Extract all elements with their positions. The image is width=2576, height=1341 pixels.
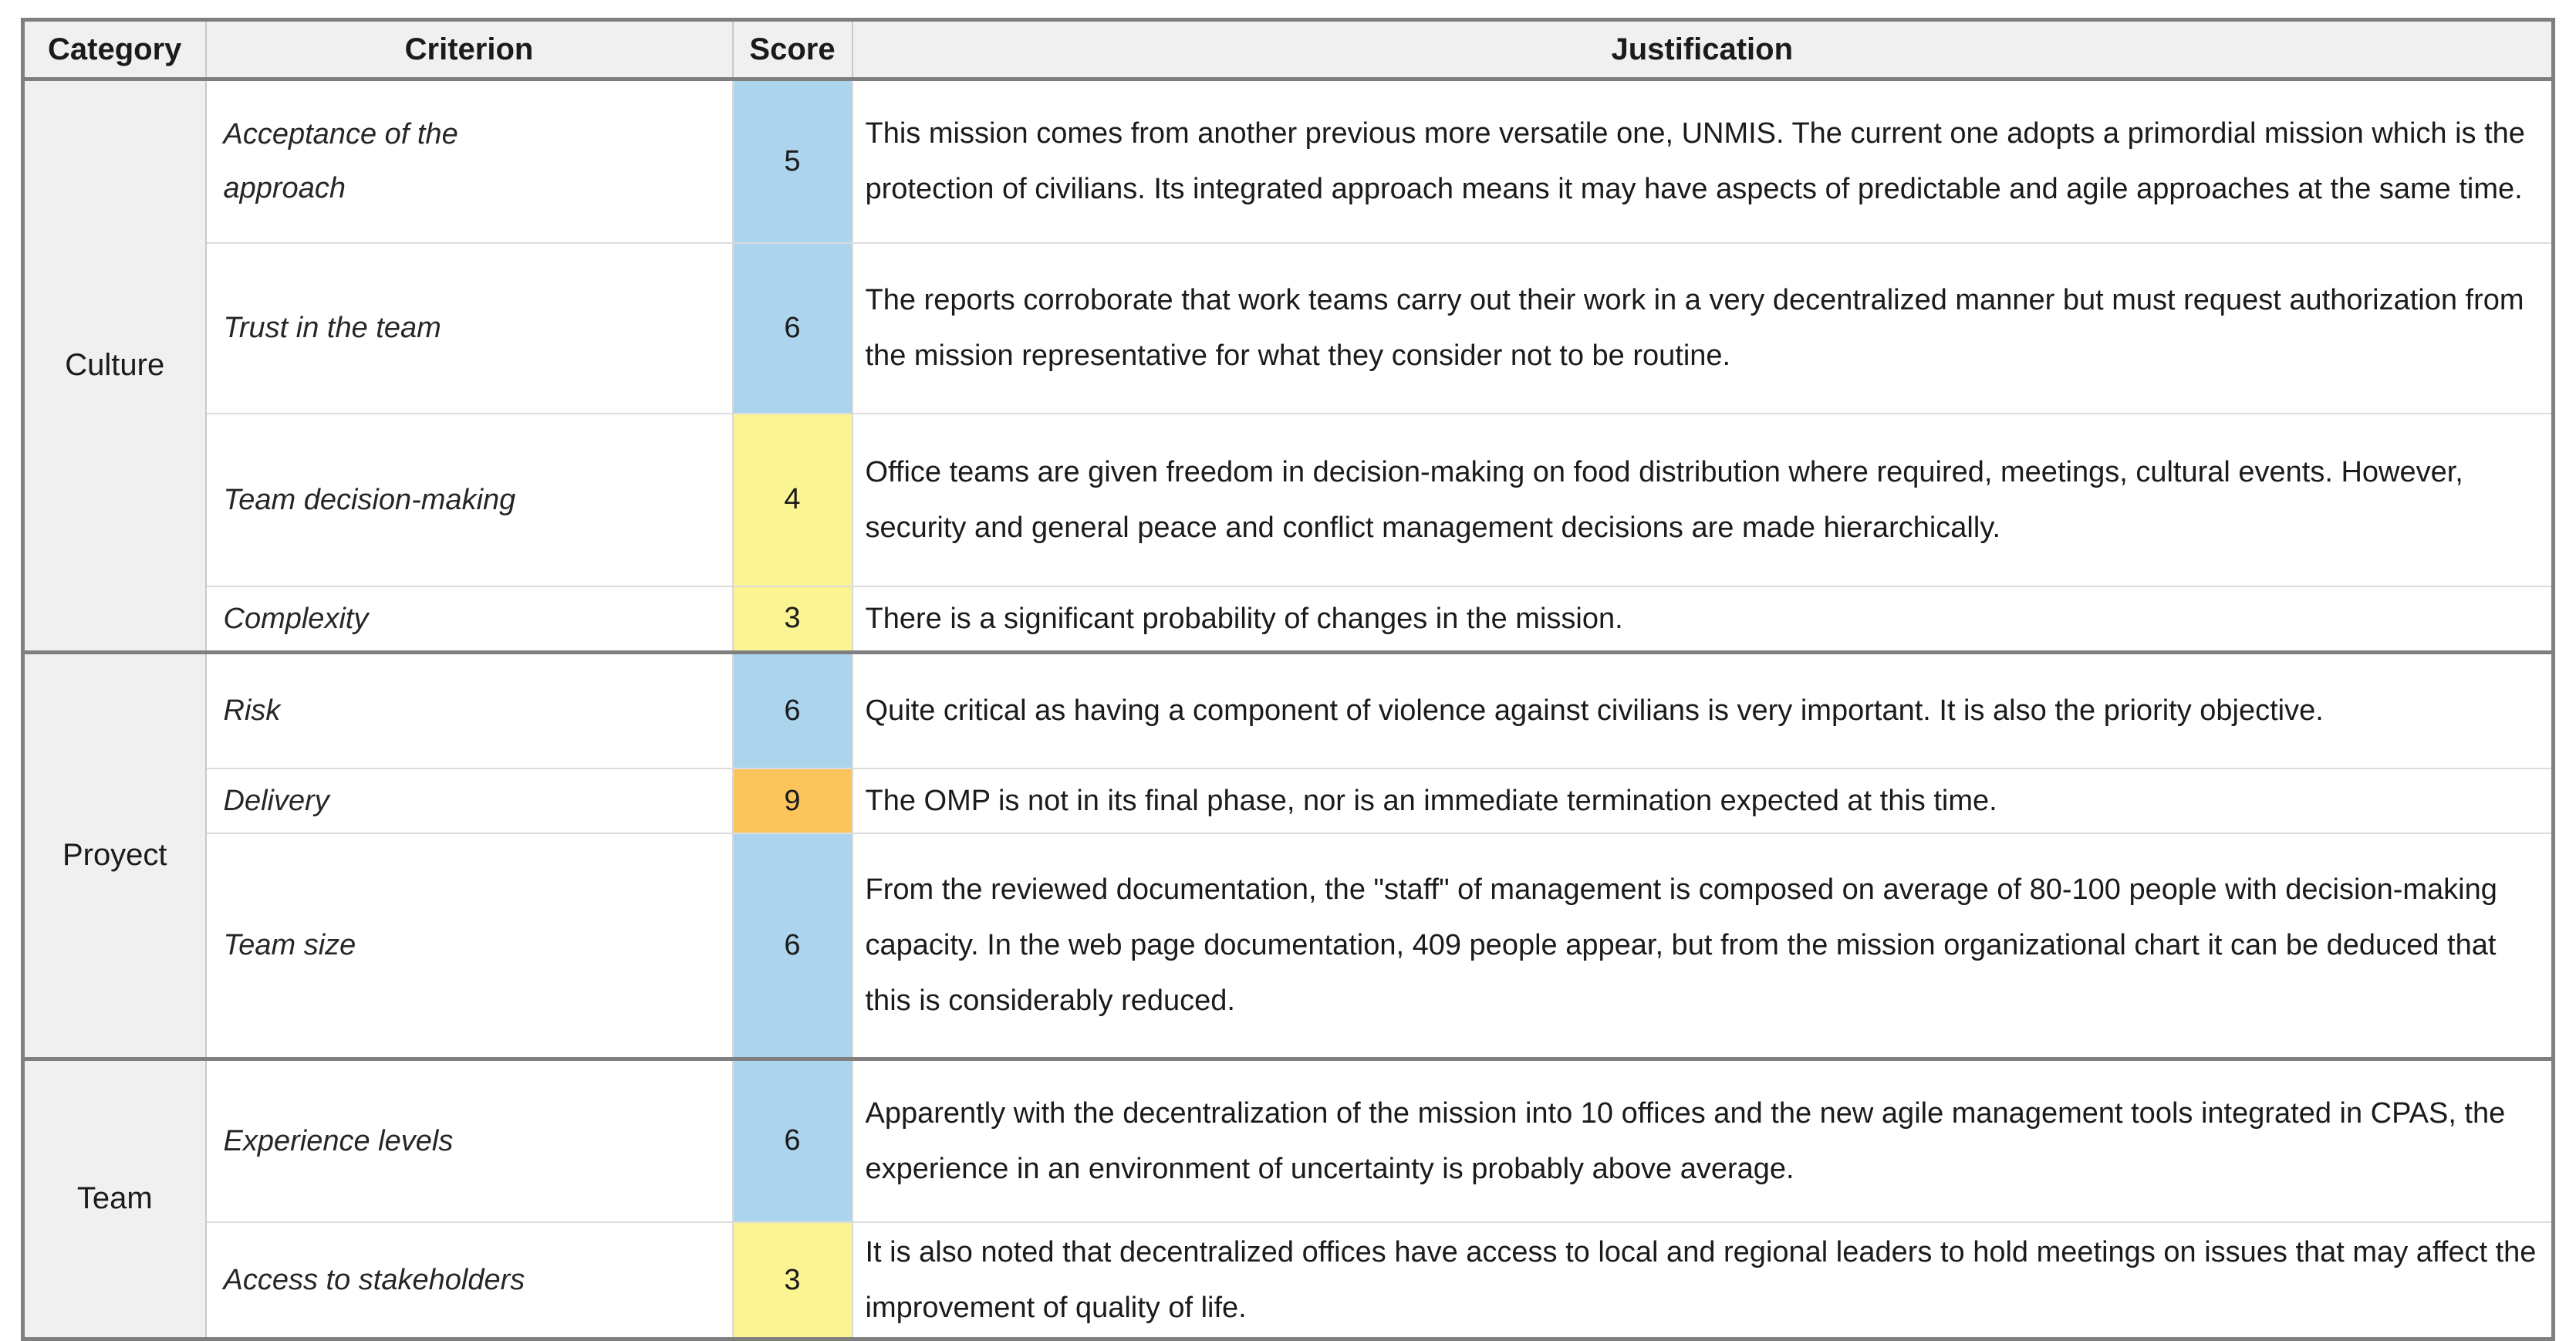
criterion-cell: Access to stakeholders <box>206 1222 733 1339</box>
justification-cell: Quite critical as having a component of violence against civilians is very important. It is also the priority objective. <box>852 652 2554 768</box>
justification-cell: From the reviewed documentation, the "staff" of management is composed on average of 80-100 people with decision-making capacity. In the web page documentation, 409 people appear, but from the mission organizational chart it can be deduced that this is considerably reduced. <box>852 833 2554 1059</box>
column-header-justification: Justification <box>852 20 2554 79</box>
score-cell: 3 <box>733 1222 852 1339</box>
assessment-table <box>21 18 2555 1341</box>
category-cell: Proyect <box>23 652 206 1059</box>
table-row <box>23 414 2554 586</box>
justification-cell: The reports corroborate that work teams carry out their work in a very decentralized manner but must request authorization from the mission representative for what they consider not to be routine. <box>852 243 2554 414</box>
table-row <box>23 586 2554 653</box>
header-row <box>23 20 2554 79</box>
score-cell: 9 <box>733 768 852 833</box>
table-row <box>23 768 2554 833</box>
score-cell: 3 <box>733 586 852 653</box>
column-header-criterion: Criterion <box>206 20 733 79</box>
table-row <box>23 1059 2554 1222</box>
table-row <box>23 1222 2554 1339</box>
score-cell: 6 <box>733 652 852 768</box>
criterion-cell: Complexity <box>206 586 733 653</box>
column-header-category: Category <box>23 20 206 79</box>
criterion-cell: Trust in the team <box>206 243 733 414</box>
justification-cell: Office teams are given freedom in decision-making on food distribution where required, meetings, cultural events. However, security and general peace and conflict management decisions are made hierarchically. <box>852 414 2554 586</box>
justification-cell: There is a significant probability of changes in the mission. <box>852 586 2554 653</box>
score-cell: 6 <box>733 1059 852 1222</box>
table-container <box>21 18 2555 1341</box>
category-cell: Team <box>23 1059 206 1339</box>
criterion-cell: Team decision-making <box>206 414 733 586</box>
table-row <box>23 243 2554 414</box>
criterion-cell: Acceptance of the approach <box>206 79 733 243</box>
column-header-score: Score <box>733 20 852 79</box>
table-row <box>23 652 2554 768</box>
table-row <box>23 833 2554 1059</box>
criterion-cell: Delivery <box>206 768 733 833</box>
justification-cell: This mission comes from another previous more versatile one, UNMIS. The current one adopts a primordial mission which is the protection of civilians. Its integrated approach means it may have aspects of predictable and agile approaches at the same time. <box>865 117 2525 206</box>
criterion-cell: Team size <box>206 833 733 1059</box>
justification-cell: The OMP is not in its final phase, nor is an immediate termination expected at this time. <box>852 768 2554 833</box>
score-cell: 6 <box>733 243 852 414</box>
table-row <box>23 79 2554 243</box>
score-cell: 6 <box>733 833 852 1059</box>
justification-cell: Apparently with the decentralization of the mission into 10 offices and the new agile management tools integrated in CPAS, the experience in an environment of uncertainty is probably above average. <box>852 1059 2554 1222</box>
justification-cell: It is also noted that decentralized offices have access to local and regional leaders to hold meetings on issues that may affect the improvement of quality of life. <box>852 1222 2554 1339</box>
criterion-cell: Risk <box>206 652 733 768</box>
category-cell: Culture <box>23 79 206 653</box>
criterion-cell: Experience levels <box>206 1059 733 1222</box>
score-cell: 4 <box>733 414 852 586</box>
score-cell: 5 <box>733 79 852 243</box>
